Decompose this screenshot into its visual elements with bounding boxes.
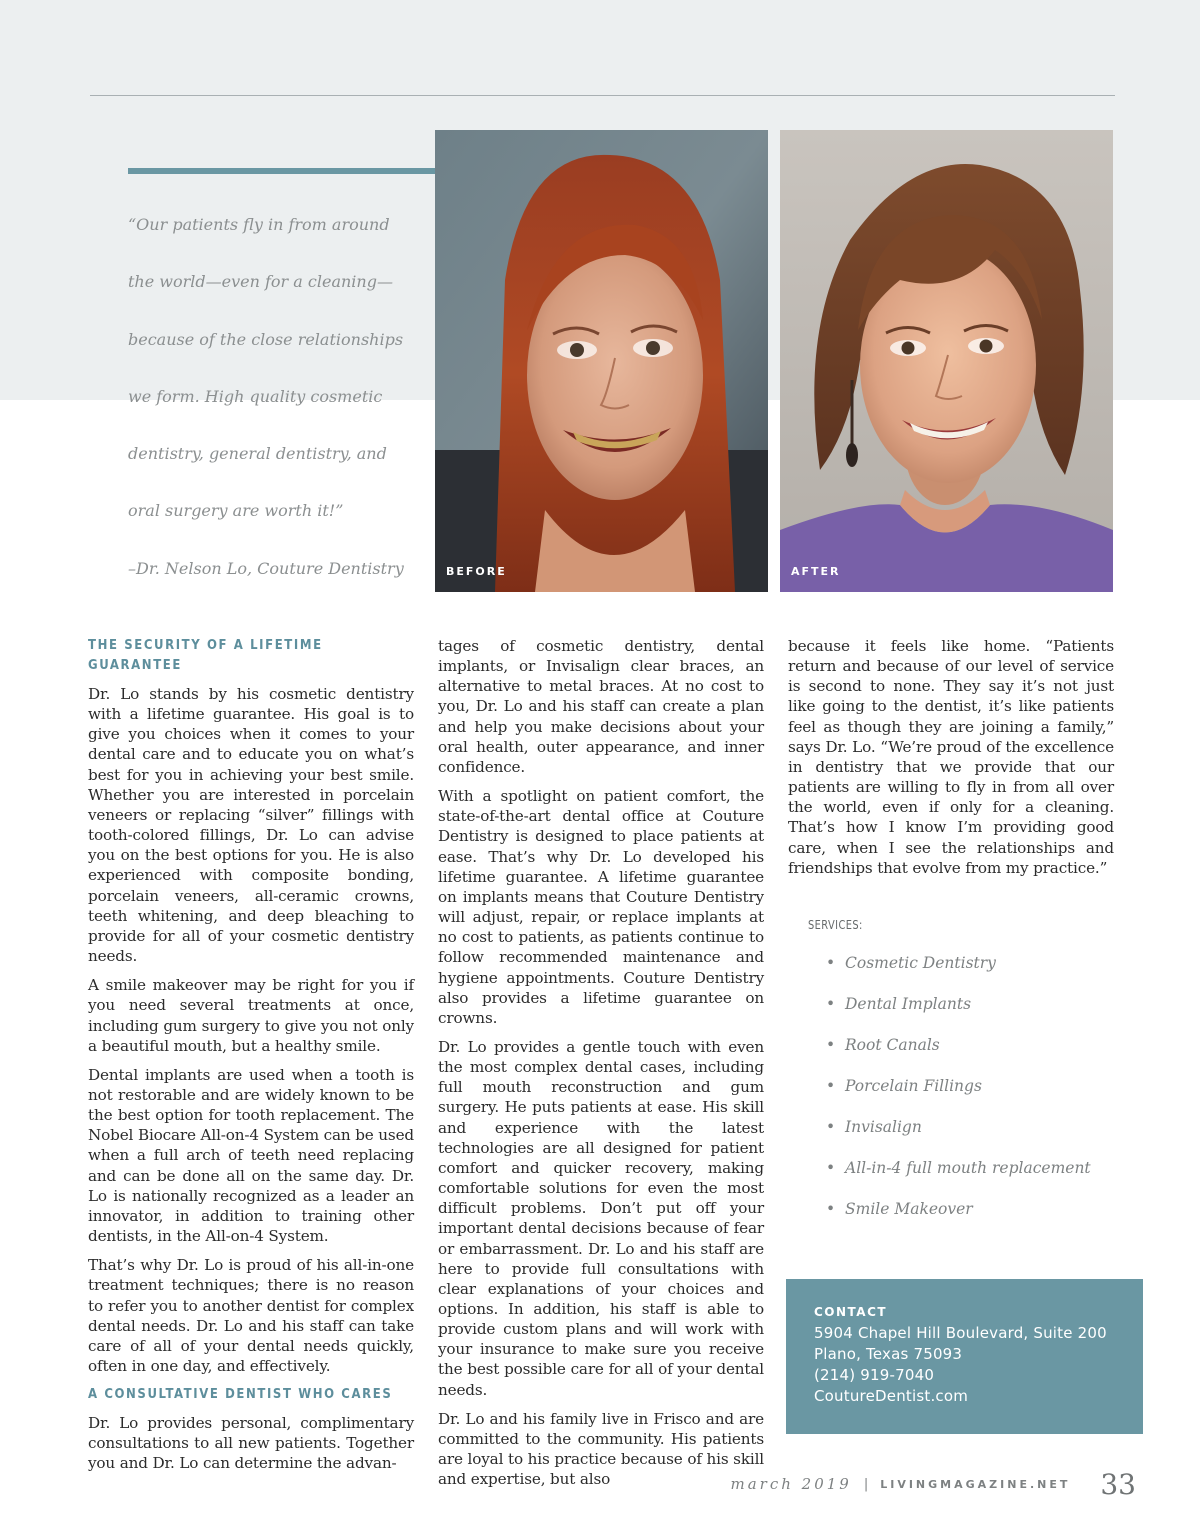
- bullet-icon: •: [826, 1077, 836, 1095]
- quote-line: because of the close relationships: [128, 329, 404, 349]
- contact-address-line-1: 5904 Chapel Hill Boulevard, Suite 200: [814, 1324, 1107, 1342]
- paragraph: With a spotlight on patient comfort, the state-of-the-art dental office at Couture Dentistry is designed to place patients at ease. That’s why Dr. Lo developed his lifetime guarantee. A lifetime guarantee on implants means that Couture Dentistry will adjust, repair, or replace implants at no cost to patients, as patients continue to follow recommended maintenance and hygiene appointments. Couture Dentistry also provides a lifetime guarantee on crowns.: [438, 787, 764, 1027]
- paragraph: Dr. Lo provides personal, complimentary consultations to all new patients. Together you and Dr. Lo can determine the advan-: [88, 1414, 414, 1473]
- service-item: [808, 1157, 1128, 1198]
- service-label: Smile Makeover: [845, 1200, 973, 1218]
- after-portrait-image: [780, 130, 1113, 592]
- contact-box: [786, 1279, 1143, 1434]
- paragraph: Dr. Lo provides a gentle touch with even the most complex dental cases, including full mouth reconstruction and gum surgery. He puts patients at ease. His skill and experience with the latest technologies are all designed for patient comfort and quicker recovery, making comfortable solutions for even the most difficult problems. Don’t put off your important dental decisions because of fear or embarrassment. Dr. Lo and his staff are here to provide full consultations with clear explanations of your choices and options. In addition, his staff is able to provide custom plans and will work with your insurance to make sure you receive the best possible care for all of your dental needs.: [438, 1037, 764, 1399]
- service-item: [808, 1034, 1128, 1075]
- services-list: [808, 918, 1128, 1239]
- top-rule: [90, 95, 1115, 96]
- service-label: Cosmetic Dentistry: [845, 954, 996, 972]
- before-photo: [435, 130, 768, 592]
- before-label: BEFORE: [446, 565, 507, 578]
- paragraph: A smile makeover may be right for you if you need several treatments at once, including gum surgery to give you not only a beautiful mouth, but a healthy smile.: [88, 976, 414, 1055]
- magazine-website: LIVINGMAGAZINE.NET: [880, 1477, 1071, 1491]
- bullet-icon: •: [826, 1118, 836, 1136]
- page-number: 33: [1100, 1467, 1136, 1501]
- quote-line: dentistry, general dentistry, and: [128, 444, 387, 464]
- contact-website-link[interactable]: CoutureDentist.com: [814, 1387, 969, 1405]
- after-label: AFTER: [791, 565, 841, 578]
- service-label: Invisalign: [845, 1118, 922, 1136]
- before-portrait-image: [435, 130, 768, 592]
- paragraph: because it feels like home. “Patients return and because of our level of service is second to none. They say it’s not just like going to the dentist, it’s like patients feel as though they are joining a family,” says Dr. Lo. “We’re proud of the excellence in dentistry that we provide that our patients are willing to fly in from all over the world, even if only for a cleaning. That’s how I know I’m providing good care, when I see the relationships and friendships that evolve from my practice.”: [788, 637, 1114, 877]
- article-column-3: [788, 636, 1114, 887]
- issue-date: march 2019: [730, 1475, 852, 1493]
- pull-quote: [128, 208, 428, 609]
- paragraph: Dental implants are used when a tooth is not restorable and are widely known to be the best option for tooth replacement. The Nobel Biocare All-on-4 System can be used when a full arch of teeth need replacing and can be done all on the same day. Dr. Lo is nationally recognized as a leader an innovator, in addition to training other dentists, in the All-on-4 System.: [88, 1065, 414, 1246]
- service-item: [808, 952, 1128, 993]
- bullet-icon: •: [826, 995, 836, 1013]
- paragraph: Dr. Lo and his family live in Frisco and are committed to the community. His patients are loyal to his practice because of his skill and expertise, but also: [438, 1409, 764, 1489]
- quote-line: we form. High quality cosmetic: [128, 386, 383, 406]
- service-label: Root Canals: [845, 1036, 940, 1054]
- after-photo: [780, 130, 1113, 592]
- quote-line: oral surgery are worth it!”: [128, 501, 344, 521]
- service-label: Porcelain Fillings: [845, 1077, 982, 1095]
- article-column-2: [438, 636, 764, 1498]
- footer-separator: |: [863, 1476, 869, 1492]
- quote-line: the world—even for a cleaning—: [128, 272, 393, 292]
- quote-accent-bar: [128, 168, 438, 174]
- paragraph: Dr. Lo stands by his cosmetic dentistry with a lifetime guarantee. His goal is to give you choices when it comes to your dental care and to educate you on what’s best for you in achieving your best smile. Whether you are interested in porcelain veneers or replacing “silver” fillings with tooth-colored fillings, Dr. Lo can advise you on the best options for you. He is also experienced with composite bonding, porcelain veneers, all-ceramic crowns, teeth whitening, and deep bleaching to provide for all of your cosmetic dentistry needs.: [88, 685, 414, 966]
- bullet-icon: •: [826, 1200, 836, 1218]
- bullet-icon: •: [826, 1159, 836, 1177]
- service-item: [808, 1075, 1128, 1116]
- paragraph: That’s why Dr. Lo is proud of his all-in-one treatment techniques; there is no reason to refer you to another dentist for complex dental needs. Dr. Lo and his staff can take care of all of your dental needs quickly, often in one day, and effectively.: [88, 1256, 414, 1375]
- services-title: SERVICES:: [808, 918, 863, 932]
- section-heading: THE SECURITY OF A LIFETIME GUARANTEE: [88, 638, 323, 673]
- contact-title: CONTACT: [814, 1305, 888, 1319]
- bullet-icon: •: [826, 1036, 836, 1054]
- section-heading: A CONSULTATIVE DENTIST WHO CARES: [88, 1387, 393, 1403]
- quote-attribution: –Dr. Nelson Lo, Couture Dentistry: [128, 558, 404, 578]
- article-column-1: [88, 636, 414, 1483]
- service-label: Dental Implants: [845, 995, 972, 1013]
- paragraph: tages of cosmetic dentistry, dental implants, or Invisalign clear braces, an alternative to metal braces. At no cost to you, Dr. Lo and his staff can create a plan and help you make decisions about your oral health, outer appearance, and inner confidence.: [438, 637, 764, 776]
- page-footer: [730, 1466, 1136, 1502]
- bullet-icon: •: [826, 954, 836, 972]
- quote-line: “Our patients fly in from around: [128, 215, 390, 234]
- contact-phone: (214) 919-7040: [814, 1366, 935, 1384]
- service-item: [808, 1198, 1128, 1239]
- service-item: [808, 1116, 1128, 1157]
- service-label: All-in-4 full mouth replacement: [845, 1159, 1091, 1177]
- contact-address-line-2: Plano, Texas 75093: [814, 1345, 963, 1363]
- service-item: [808, 993, 1128, 1034]
